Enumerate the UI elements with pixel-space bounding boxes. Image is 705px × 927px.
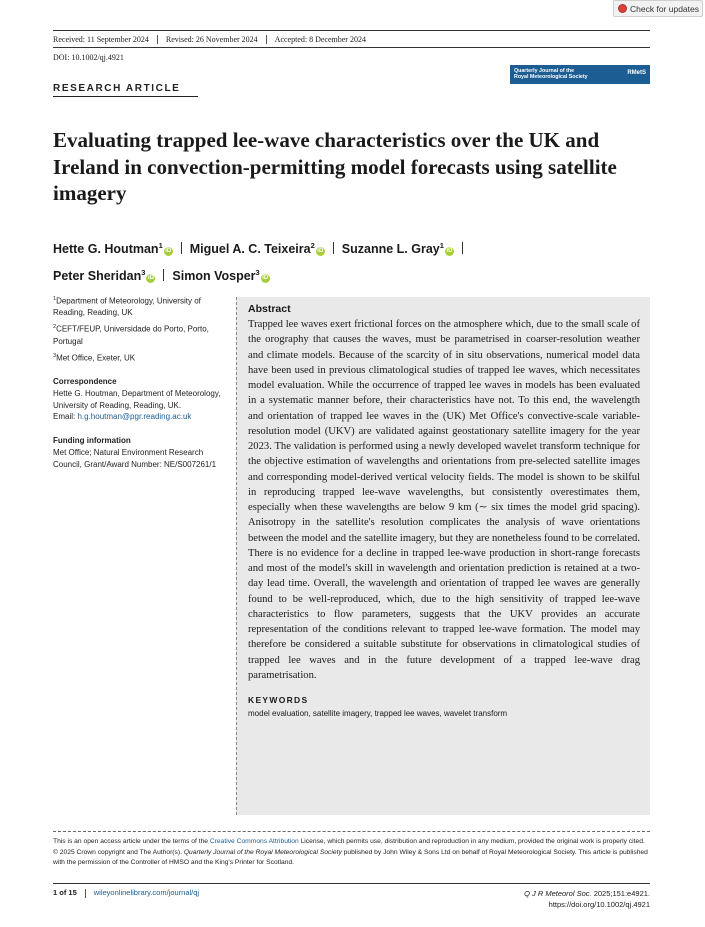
abstract-left-rule (236, 297, 237, 815)
author-name: Simon Vosper (172, 269, 256, 284)
author-affiliation-number: 1 (158, 241, 163, 250)
copyright-post: published by John Wiley & Sons Ltd on behalf of Royal Meteorological Society. This article is published with the permission of the Controller of HMSO and the King's Printer for Scotland. (53, 848, 648, 866)
author[interactable] (53, 242, 173, 256)
article-type-underline (53, 96, 198, 97)
affiliation-text: Met Office, Exeter, UK (56, 353, 136, 363)
doi: DOI: 10.1002/qj.4921 (53, 53, 124, 62)
author-affiliation-number: 3 (141, 268, 146, 278)
keywords-heading: KEYWORDS (248, 695, 309, 705)
date-separator (157, 35, 158, 44)
author[interactable] (342, 242, 454, 256)
abstract-box (236, 297, 650, 815)
author[interactable] (172, 269, 269, 283)
email-label: Email: (53, 412, 78, 422)
citation (524, 888, 650, 910)
affiliation (53, 294, 228, 319)
author-separator (163, 269, 164, 281)
check-for-updates-icon (618, 4, 627, 13)
article-sidebar (53, 294, 228, 471)
author[interactable] (53, 269, 155, 283)
journal-site-link[interactable]: wileyonlinelibrary.com/journal/qj (93, 888, 200, 897)
abstract-heading: Abstract (248, 303, 291, 315)
rmets-mark: RMetS (627, 70, 646, 76)
revised-date: Revised: 26 November 2024 (165, 35, 258, 44)
article-title: Evaluating trapped lee-wave characteristics over the UK and Ireland in convection-permitting model forecasts using satellite imagery (53, 128, 617, 205)
correspondence-email (53, 411, 228, 423)
author-affiliation-number: 1 (439, 241, 444, 250)
page-number: 1 of 15 (53, 888, 77, 897)
keywords-text: model evaluation, satellite imagery, trapped lee waves, wavelet transform (248, 709, 508, 718)
orcid-icon[interactable]: iD (446, 248, 453, 255)
author-separator (462, 242, 463, 254)
author-name: Miguel A. C. Teixeira (189, 242, 311, 257)
affiliation (53, 322, 228, 347)
footer-separator (85, 889, 86, 898)
affiliation (53, 351, 228, 364)
journal-logo-line1: Quarterly Journal of the (514, 68, 575, 74)
author-name: Suzanne L. Gray (341, 242, 440, 257)
copyright-text (53, 848, 650, 869)
journal-logo[interactable] (510, 65, 650, 84)
author-affiliation-number: 3 (255, 268, 260, 278)
check-for-updates-label: Check for updates (630, 3, 699, 14)
author[interactable] (190, 242, 325, 256)
header-bottom-rule (53, 47, 650, 48)
header-top-rule (53, 30, 650, 31)
author-list (53, 234, 613, 288)
received-date: Received: 11 September 2024 (53, 35, 149, 44)
orcid-icon[interactable]: iD (147, 275, 154, 282)
footer-rule (53, 883, 650, 884)
funding-heading: Funding information (53, 436, 131, 446)
author-separator (181, 242, 182, 254)
license-post: License, which permits use, distribution and reproduction in any medium, provided the original work is properly cited. (298, 838, 645, 845)
funding-text: Met Office; Natural Environment Research Council, Grant/Award Number: NE/S007261/1 (53, 447, 217, 469)
affiliation-text: CEFT/FEUP, Universidade do Porto, Porto, Portugal (53, 324, 209, 346)
article-dates (53, 35, 366, 44)
affiliation-text: Department of Meteorology, University of Reading, Reading, UK (53, 296, 201, 318)
license-text (53, 837, 650, 848)
page-info (53, 888, 199, 898)
citation-volume: 2025;151:e4921. (591, 889, 650, 898)
email-link[interactable]: h.g.houtman@pgr.reading.ac.uk (77, 412, 192, 422)
license-pre: This is an open access article under the terms of the (53, 838, 210, 845)
author-name: Hette G. Houtman (53, 242, 159, 257)
citation-line (524, 888, 650, 899)
accepted-date: Accepted: 8 December 2024 (274, 35, 366, 44)
author-affiliation-number: 2 (310, 241, 315, 250)
cc-license-link[interactable]: Creative Commons Attribution (209, 838, 299, 845)
date-separator (266, 35, 267, 44)
abstract-text: Trapped lee waves exert frictional forces on the atmosphere which, due to the small scale of the orography that causes the waves, must be parametrised in coarser-resolution weather and climate models. Because of the scarcity of in situ observations, numerical model data have been used in previous climatological studies of trapped lee waves, which necessitates model evaluation. While the occurrence of trapped lee waves in models has been evaluated in a systematic manner before, their characteristics have not. To this end, the wavelength and orientation of trapped lee waves in the (UK) Met Office's convective-scale variable-resolution model (UKV) are validated against geostationary satellite imagery for the year 2023. The validation is performed using a newly developed wavelet transform technique for the objective estimation of wavelengths and orientations from pre-selected satellite images and corresponding model-derived vertical velocity fields. The model is shown to be skilful in reproducing trapped lee-wave wavelengths, but consistently overestimates them, especially when these wavelengths are below 9 km (∼ six times the model grid spacing). Anisotropy in the satellite's resolution complicates the analysis of wave orientations between the model and the satellite imagery, but they are nonetheless found to be correlated. There is no evidence for a decline in trapped lee-wave production in short-range forecasts and most of the model's skill in wavelength and orientation prediction is retained at a two-day lead time. Overall, the wavelength and orientation of trapped lee waves are generally found to be well-reproduced, which, due to the high sensitivity of trapped lee-wave characteristics to flow parameters, suggests that the UKV provides an accurate representation of the conditions relevant to trapped lee-wave formation. The model may therefore be considered a suitable substitute for observations in climatological studies of trapped lee waves and in the future development of a trapped lee-wave drag parametrisation. (248, 319, 640, 681)
affiliation-number: 2 (53, 324, 57, 331)
author-separator (333, 242, 334, 254)
orcid-icon[interactable]: iD (317, 248, 324, 255)
copyright-journal: Quarterly Journal of the Royal Meteorological Society (183, 848, 342, 856)
citation-journal: Q J R Meteorol Soc. (524, 889, 592, 898)
correspondence-text: Hette G. Houtman, Department of Meteorology, University of Reading, Reading, UK. (53, 388, 221, 410)
footer-dashed-rule (53, 831, 650, 832)
doi-url-link[interactable]: https://doi.org/10.1002/qj.4921 (548, 900, 650, 909)
affiliation-number: 3 (53, 352, 57, 359)
affiliation-number: 1 (53, 296, 57, 302)
correspondence-heading: Correspondence (53, 376, 117, 386)
article-type: RESEARCH ARTICLE (53, 83, 181, 94)
orcid-icon[interactable]: iD (262, 275, 269, 282)
check-for-updates-button[interactable] (613, 0, 703, 17)
copyright-pre: © 2025 Crown copyright and The Author(s). (53, 848, 184, 856)
journal-logo-line2: Royal Meteorological Society (514, 74, 588, 80)
orcid-icon[interactable]: iD (165, 248, 172, 255)
license-notice (53, 837, 650, 869)
author-name: Peter Sheridan (53, 269, 142, 284)
